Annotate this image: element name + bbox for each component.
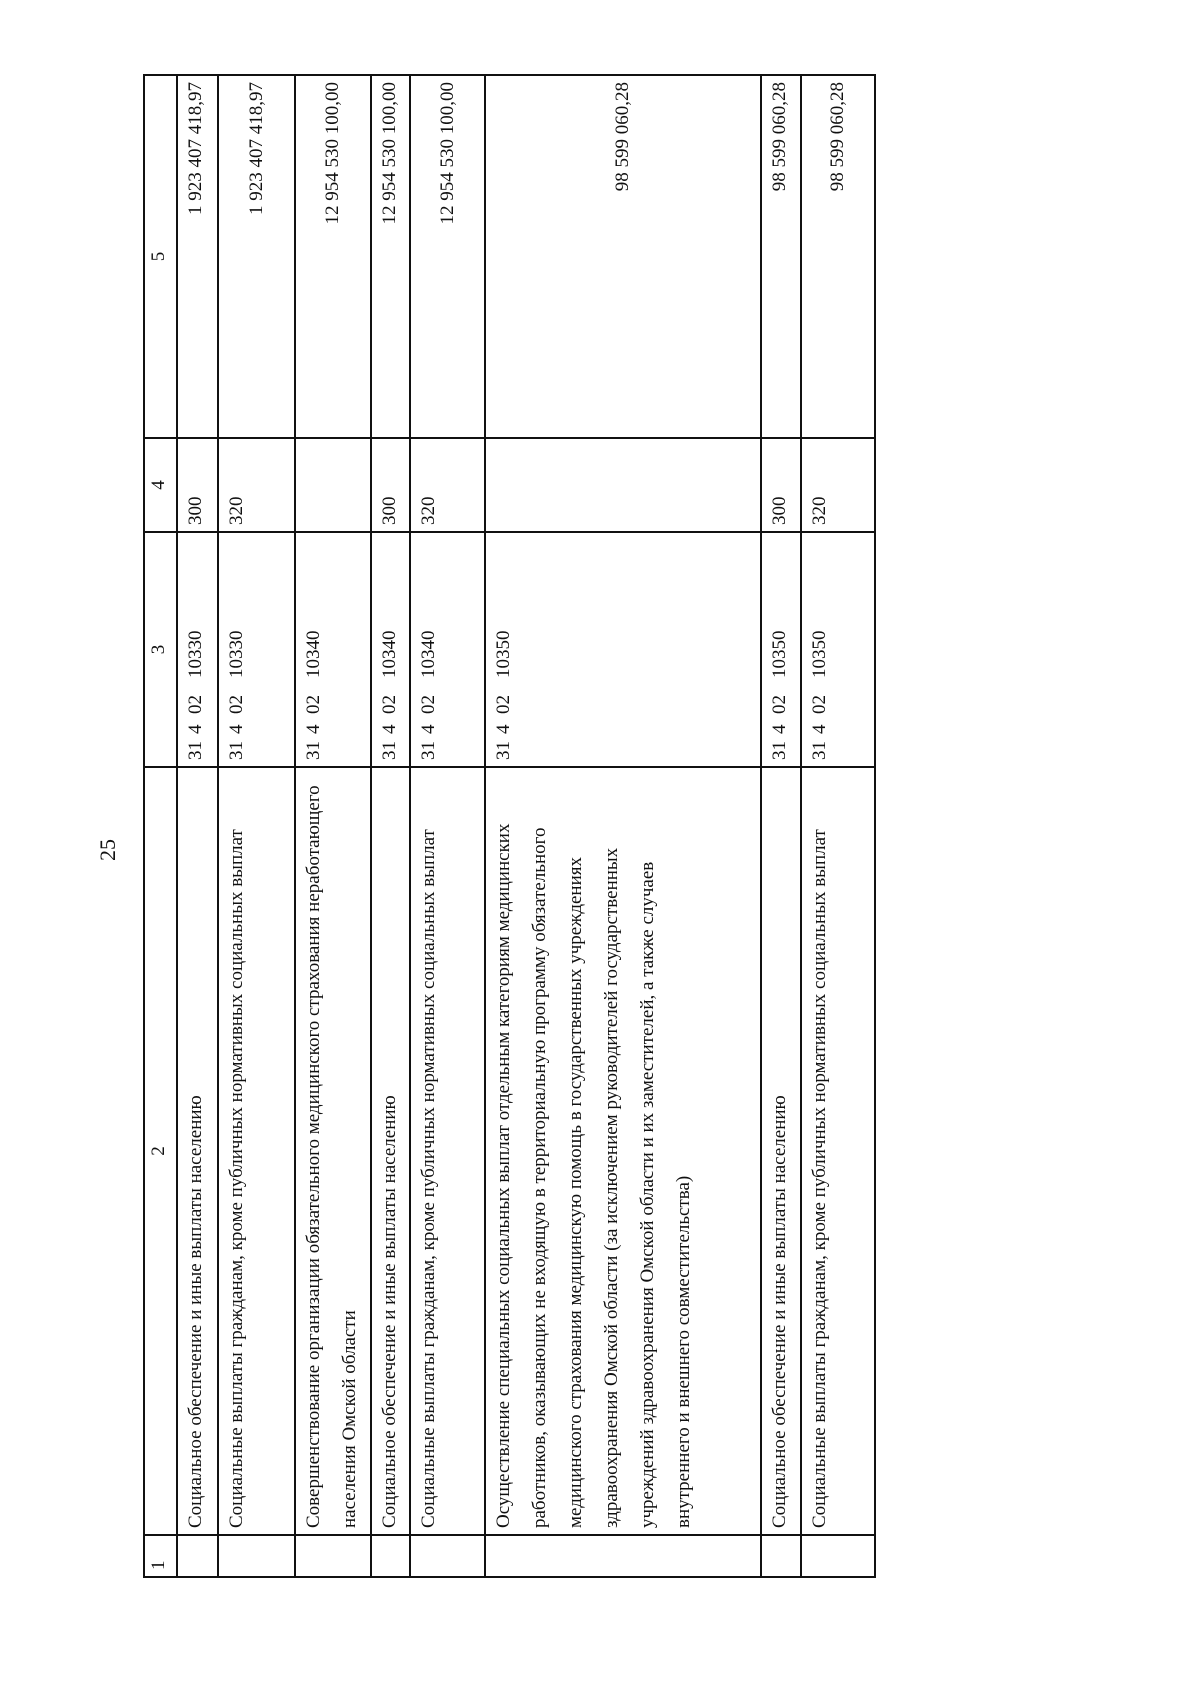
table-row <box>410 75 484 1577</box>
table-row <box>485 75 762 1577</box>
row-name: Совершенствование организации обязательного медицинского страхования неработающего населения Омской области <box>295 767 371 1535</box>
row-name: Осуществление специальных социальных выплат отдельным категориям медицинских работников, оказывающих не входящую в территориальную программу обязательного медицинского страхования медицинскую помощь в государственных учреждениях здравоохранения Омской области (за исключением руководителей государственных учреждений здравоохранения Омской области и их заместителей, а также случаев внутреннего и внешнего совместительства) <box>485 767 762 1535</box>
row-amount: 98 599 060,28 <box>761 75 800 438</box>
column-header-5: 5 <box>144 75 177 438</box>
row-name: Социальное обеспечение и иные выплаты населению <box>371 767 410 1535</box>
row-kvr: 320 <box>410 438 484 532</box>
row-index-cell <box>410 1535 484 1577</box>
column-header-1: 1 <box>144 1535 177 1577</box>
table-header-row <box>144 75 177 1577</box>
row-name: Социальное обеспечение и иные выплаты населению <box>761 767 800 1535</box>
row-kvr <box>485 438 762 532</box>
row-index-cell <box>218 1535 294 1577</box>
row-amount: 12 954 530 100,00 <box>371 75 410 438</box>
row-index-cell <box>295 1535 371 1577</box>
row-name: Социальное обеспечение и иные выплаты населению <box>177 767 218 1535</box>
table-row <box>761 75 800 1577</box>
row-amount: 98 599 060,28 <box>801 75 875 438</box>
table-row <box>801 75 875 1577</box>
row-index-cell <box>761 1535 800 1577</box>
page-number: 25 <box>95 839 120 861</box>
column-header-4: 4 <box>144 438 177 532</box>
row-kcsr: 3140210330 <box>218 532 294 767</box>
row-name: Социальные выплаты гражданам, кроме публичных нормативных социальных выплат <box>218 767 294 1535</box>
budget-table <box>143 74 876 1578</box>
row-name: Социальные выплаты гражданам, кроме публичных нормативных социальных выплат <box>801 767 875 1535</box>
row-kcsr: 3140210330 <box>177 532 218 767</box>
row-name: Социальные выплаты гражданам, кроме публичных нормативных социальных выплат <box>410 767 484 1535</box>
row-amount: 1 923 407 418,97 <box>218 75 294 438</box>
row-kvr: 320 <box>801 438 875 532</box>
table-row <box>177 75 218 1577</box>
row-amount: 1 923 407 418,97 <box>177 75 218 438</box>
row-kvr <box>295 438 371 532</box>
table-row <box>218 75 294 1577</box>
row-kvr: 300 <box>761 438 800 532</box>
row-kcsr: 3140210340 <box>371 532 410 767</box>
table-row <box>295 75 371 1577</box>
column-header-2: 2 <box>144 767 177 1535</box>
row-kcsr: 3140210340 <box>295 532 371 767</box>
row-kcsr: 3140210350 <box>761 532 800 767</box>
row-kvr: 300 <box>371 438 410 532</box>
row-kvr: 300 <box>177 438 218 532</box>
row-amount: 12 954 530 100,00 <box>295 75 371 438</box>
row-index-cell <box>371 1535 410 1577</box>
row-amount: 12 954 530 100,00 <box>410 75 484 438</box>
row-index-cell <box>177 1535 218 1577</box>
row-kcsr: 3140210340 <box>410 532 484 767</box>
table-row <box>371 75 410 1577</box>
column-header-3: 3 <box>144 532 177 767</box>
row-kcsr: 3140210350 <box>801 532 875 767</box>
row-amount: 98 599 060,28 <box>485 75 762 438</box>
row-index-cell <box>485 1535 762 1577</box>
row-kvr: 320 <box>218 438 294 532</box>
row-kcsr: 3140210350 <box>485 532 762 767</box>
rotated-table-container <box>143 76 876 1578</box>
row-index-cell <box>801 1535 875 1577</box>
